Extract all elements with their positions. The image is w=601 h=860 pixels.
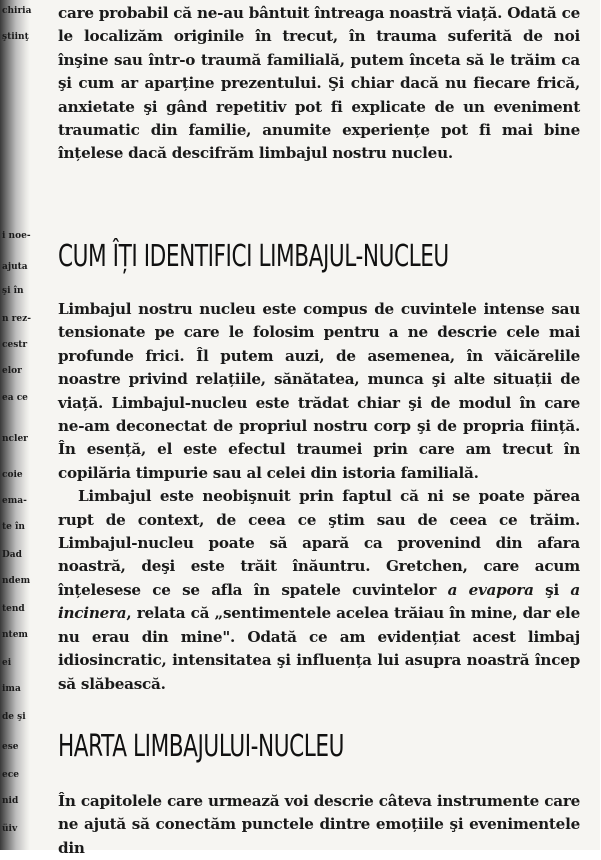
gutter-fragment: ece	[2, 770, 19, 780]
section-identify	[58, 298, 580, 696]
heading-identify-core-language: CUM ÎȚI IDENTIFICI LIMBAJUL-NUCLEU	[58, 239, 449, 274]
identify-paragraph-2-text-b: şi	[533, 580, 571, 599]
gutter-fragment: ima	[2, 684, 21, 694]
gutter-fragment: ema-	[2, 496, 27, 506]
identify-paragraph-2	[58, 485, 580, 696]
heading-identify-core-language-wrap	[58, 240, 601, 274]
gutter-fragment: chiria	[2, 6, 32, 16]
gutter-fragment: Dad	[2, 550, 22, 560]
identify-paragraph-2-text-c: , relata că „sentimentele acelea trăiau în mine, dar ele nu erau din mine". Odată ce am evidențiat acest limbaj idiosincratic, intensitatea şi influența lui asupra noastră încep să slăbească.	[58, 604, 580, 693]
gutter-fragment: üiv	[2, 824, 18, 834]
map-paragraph: În capitolele care urmează voi descrie câteva instrumente care ne ajută să conectăm punctele dintre emoțiile şi evenimentele din	[58, 792, 580, 857]
gutter-fragment: ese	[2, 742, 19, 752]
gutter-fragment: ajuta	[2, 262, 28, 272]
gutter-fragment: ea ce	[2, 393, 28, 403]
gutter-fragment: ntem	[2, 630, 28, 640]
identify-paragraph-2-emphasis-a: a evapora	[447, 580, 534, 599]
section-map	[58, 790, 580, 860]
gutter-fragment: te în	[2, 522, 25, 532]
gutter-fragment: ştiinţ	[2, 32, 29, 42]
identify-paragraph-2-emphasis-b: a incinera	[58, 580, 580, 623]
gutter-fragment: n rez-	[2, 314, 31, 324]
gutter-fragment: ncler	[2, 434, 28, 444]
facing-page-gutter	[0, 0, 30, 850]
gutter-fragment: elor	[2, 366, 22, 376]
heading-core-language-map: HARTA LIMBAJULUI-NUCLEU	[58, 729, 344, 764]
heading-core-language-map-wrap	[58, 730, 455, 764]
section-intro	[58, 2, 580, 166]
gutter-fragment: tend	[2, 604, 25, 614]
gutter-fragment: i noe-	[2, 231, 31, 241]
identify-paragraph-1: Limbajul nostru nucleu este compus de cuvintele intense sau tensionate pe care le folosim pentru a ne descrie cele mai profunde frici. Îl putem auzi, de asemenea, în văicărelile noastre privind relațiile, sănătatea, munca şi alte situații de viață. Limbajul-nucleu este trădat chiar şi de modul în care ne-am deconectat de propriul nostru corp şi de propria ființă. În esență, el este efectul traumei prin care am trecut în copilăria timpurie sau al celei din istoria familială.	[58, 300, 580, 482]
gutter-fragment: ndem	[2, 576, 31, 586]
identify-paragraph-2-text-a: Limbajul este neobişnuit prin faptul că ni se poate părea rupt de context, de ceea ce ştim sau de ceea ce trăim. Limbajul-nucleu poate să apară ca provenind din afara noastră, deşi este trăit înăuntru. Gretchen, care acum înțelesese ce se afla în spatele cuvintelor	[58, 487, 580, 599]
gutter-fragment: de şi	[2, 712, 26, 722]
gutter-fragment: nid	[2, 796, 19, 806]
gutter-fragment: cestr	[2, 340, 28, 350]
gutter-fragment: şi în	[2, 286, 24, 296]
gutter-fragment: ei	[2, 658, 12, 668]
intro-paragraph: care probabil că ne-au bântuit întreaga noastră viață. Odată ce le localizăm originile în trecut, în trauma suferită de noi înşine sau într-o traumă familială, putem înceta să le trăim ca şi cum ar aparține prezentului. Şi chiar dacă nu fiecare frică, anxietate şi gând repetitiv pot fi explicate de un eveniment traumatic din familie, anumite experiențe pot fi mai bine înțelese dacă descifrăm limbajul nostru nucleu.	[58, 4, 580, 163]
gutter-fragment: coie	[2, 470, 23, 480]
